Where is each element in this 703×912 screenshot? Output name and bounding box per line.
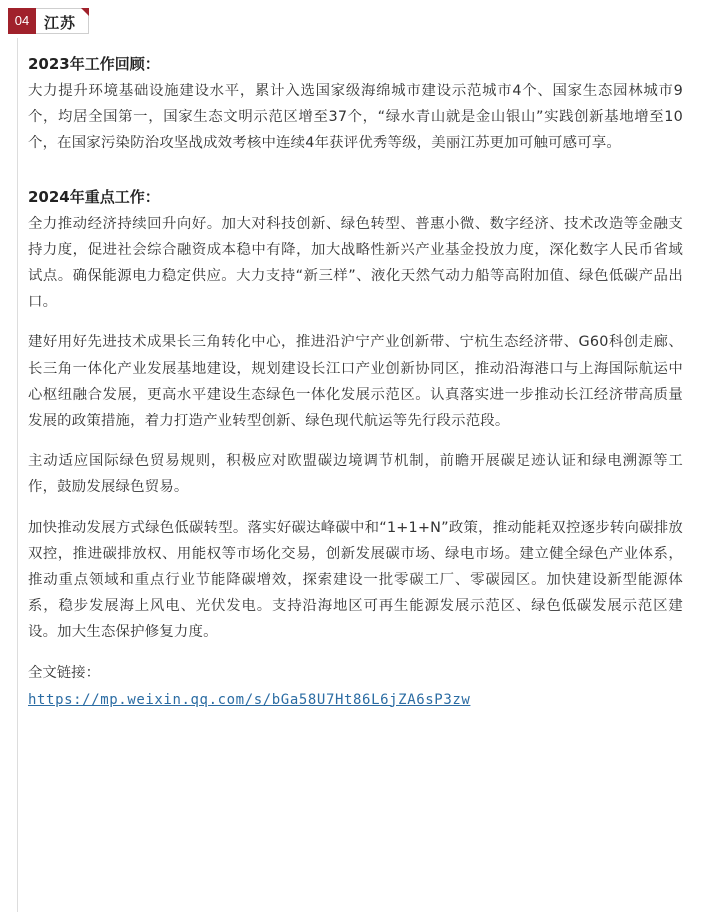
full-text-link-label: 全文链接： <box>28 664 100 681</box>
section-number-badge: 04 <box>8 8 36 34</box>
priorities-heading: 2024年重点工作： <box>28 187 160 206</box>
section-title: 江苏 <box>44 14 77 32</box>
corner-accent-icon <box>81 8 89 16</box>
review-paragraph: 大力提升环境基础设施建设水平，累计入选国家级海绵城市建设示范城市4个、国家生态园林城市9个，均居全国第一，国家生态文明示范区增至37个，“绿水青山就是金山银山”实践创新基地增至10个，在国家污染防治攻坚战成效考核中连续4年获评优秀等级，美丽江苏更加可触可感可享。 <box>28 83 683 152</box>
review-heading: 2023年工作回顾： <box>28 55 160 73</box>
priority-paragraph-4: 加快推动发展方式绿色低碳转型。落实好碳达峰碳中和“1+1+N”政策，推动能耗双控逐步转向碳排放双控，推进碳排放权、用能权等市场化交易，创新发展碳市场、绿电市场。建立健全绿色产业体系，推动重点领域和重点行业节能降碳增效，探索建设一批零碳工厂、零碳园区。加快建设新型能源体系，稳步发展海上风电、光伏发电。支持沿海地区可再生能源发展示范区、绿色低碳发展示范区建设。加大生态保护修复力度。 <box>28 519 683 641</box>
priority-paragraph-3: 主动适应国际绿色贸易规则，积极应对欧盟碳边境调节机制，前瞻开展碳足迹认证和绿电溯源等工作，鼓励发展绿色贸易。 <box>28 453 683 496</box>
priority-paragraph-2: 建好用好先进技术成果长三角转化中心，推进沿沪宁产业创新带、宁杭生态经济带、G60科创走廊、长三角一体化产业发展基地建设，规划建设长江口产业创新协同区，推动沿海港口与上海国际航运中心枢纽融合发展，更高水平建设生态绿色一体化发展示范区。认真落实进一步推动长江经济带高质量发展的政策措施，着力打造产业转型创新、绿色现代航运等先行段示范段。 <box>28 334 683 430</box>
section-header <box>0 0 703 38</box>
priority-paragraph-1: 全力推动经济持续回升向好。加大对科技创新、绿色转型、普惠小微、数字经济、技术改造等金融支持力度，促进社会综合融资成本稳中有降，加大战略性新兴产业基金投放力度，深化数字人民币省域试点。确保能源电力稳定供应。大力支持“新三样”、液化天然气动力船等高附加值、绿色低碳产品出口。 <box>28 215 683 311</box>
left-divider <box>17 38 18 912</box>
section-title-box <box>36 8 89 34</box>
article-body <box>28 50 683 714</box>
full-text-link[interactable]: https://mp.weixin.qq.com/s/bGa58U7Ht86L6jZA6sP3zw <box>28 691 471 708</box>
